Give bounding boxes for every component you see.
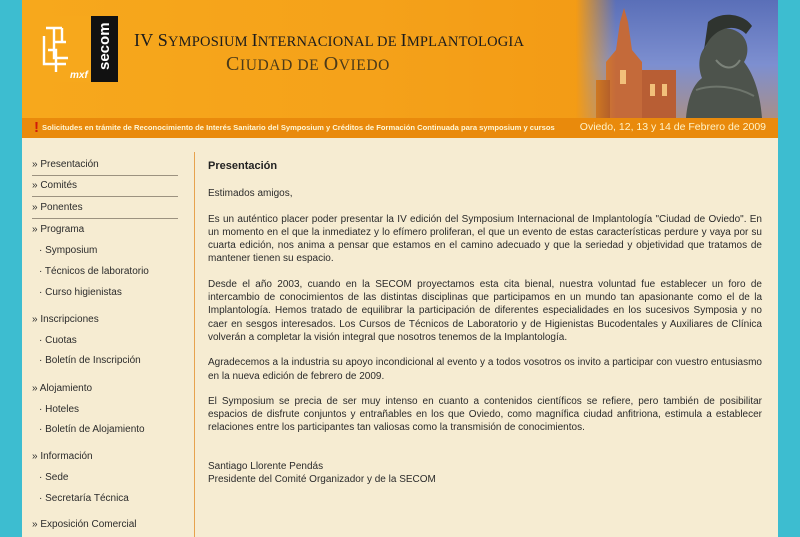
secom-logo[interactable]: [36, 16, 118, 82]
site-header: [22, 0, 778, 118]
page-frame: [22, 0, 778, 537]
paragraph: Es un auténtico placer poder presentar la IV edición del Symposium Internacional de Implantología "Ciudad de Oviedo". En un momento en el que la inmediatez y lo efímero proliferan, el que un evento de estas características perdure y vaya por su cuarta edición, nos anima a pensar que estamos en el camino adecuado y que la seriedad y objetividad que tratamos de mantener tienen su espacio.: [208, 213, 762, 265]
sidebar-item-secretaria-tecnica[interactable]: · Secretaría Técnica: [39, 493, 129, 504]
paragraph: Agradecemos a la industria su apoyo incondicional al evento y a todos vosotros os invito a participar con vuestro entusiasmo en la nueva edición de febrero de 2009.: [208, 357, 762, 382]
sidebar-item-inscripciones[interactable]: » Inscripciones: [32, 314, 99, 325]
sidebar-item-cuotas[interactable]: · Cuotas: [39, 335, 77, 346]
sidebar-item-informacion[interactable]: » Información: [32, 451, 93, 462]
sidebar-item-symposium[interactable]: · Symposium: [39, 245, 98, 256]
column-divider: [194, 152, 195, 537]
sidebar-item-exposicion-comercial[interactable]: » Exposición Comercial: [32, 519, 137, 530]
sidebar-item-sede[interactable]: · Sede: [39, 472, 69, 483]
sidebar-item-boletin-alojamiento[interactable]: · Boletín de Alojamiento: [39, 424, 145, 435]
sidebar-item-ponentes[interactable]: » Ponentes: [32, 202, 178, 219]
main-content: [208, 160, 762, 486]
paragraph: El Symposium se precia de ser muy intenso en cuanto a contenidos científicos se refiere, pero también de posibilitar espacios de disfrute conjuntos y entrañables en los que Oviedo, como magnífica ciudad anfitriona, estimula a establecer relaciones entre los participantes tan valiosas como la transmisión de conocimientos.: [208, 395, 762, 434]
signature-name: Santiago Llorente Pendás: [208, 460, 324, 472]
sidebar-item-hoteles[interactable]: · Hoteles: [39, 404, 80, 415]
greeting: Estimados amigos,: [208, 188, 293, 200]
sidebar-item-comites[interactable]: » Comités: [32, 180, 178, 197]
event-title: IV SYMPOSIUM INTERNACIONAL DE IMPLANTOLOGIA: [134, 30, 525, 50]
sidebar-item-programa[interactable]: » Programa: [32, 224, 85, 235]
sidebar-item-boletin-inscripcion[interactable]: · Boletín de Inscripción: [39, 355, 141, 366]
alert-icon: !: [34, 119, 39, 136]
sidebar-nav: [22, 138, 194, 537]
oviedo-cathedral-photo: [576, 0, 778, 118]
event-dates: Oviedo, 12, 13 y 14 de Febrero de 2009: [579, 121, 766, 133]
logo-brand-text: secom: [96, 22, 113, 70]
info-bar: [22, 118, 778, 138]
paragraph: Desde el año 2003, cuando en la SECOM proyectamos esta cita bienal, nuestra voluntad fue establecer un foro de intercambio de conocimientos de las distintas disciplinas que participamos en un mundo tan apasionante como el de la Implantología. Hemos tratado de equilibrar la participación de diferentes especialidades en los sucesivos Symposia y no caer en sesgos interesados. Los Cursos de Técnicos de Laboratorio y de Higienistas Bucodentales y Auxiliares de Clínica volverán a completar la visión integral que nosotros tenemos de la Implantología.: [208, 278, 762, 343]
accreditation-notice[interactable]: Solicitudes en trámite de Reconocimiento de Interés Sanitario del Symposium y Créditos de Formación Continuada para symposium y cursos: [42, 123, 555, 132]
sidebar-item-presentacion[interactable]: » Presentación: [32, 159, 178, 176]
sidebar-item-tecnicos-laboratorio[interactable]: · Técnicos de laboratorio: [39, 266, 149, 277]
logo-sub-text: mxf: [70, 70, 88, 81]
event-subtitle: CIUDAD DE OVIEDO: [226, 53, 390, 75]
signature: [208, 460, 762, 487]
page-title: Presentación: [208, 160, 278, 172]
signature-role: Presidente del Comité Organizador y de la SECOM: [208, 474, 436, 486]
sidebar-item-curso-higienistas[interactable]: · Curso higienistas: [39, 287, 122, 298]
sidebar-item-alojamiento[interactable]: » Alojamiento: [32, 383, 93, 394]
